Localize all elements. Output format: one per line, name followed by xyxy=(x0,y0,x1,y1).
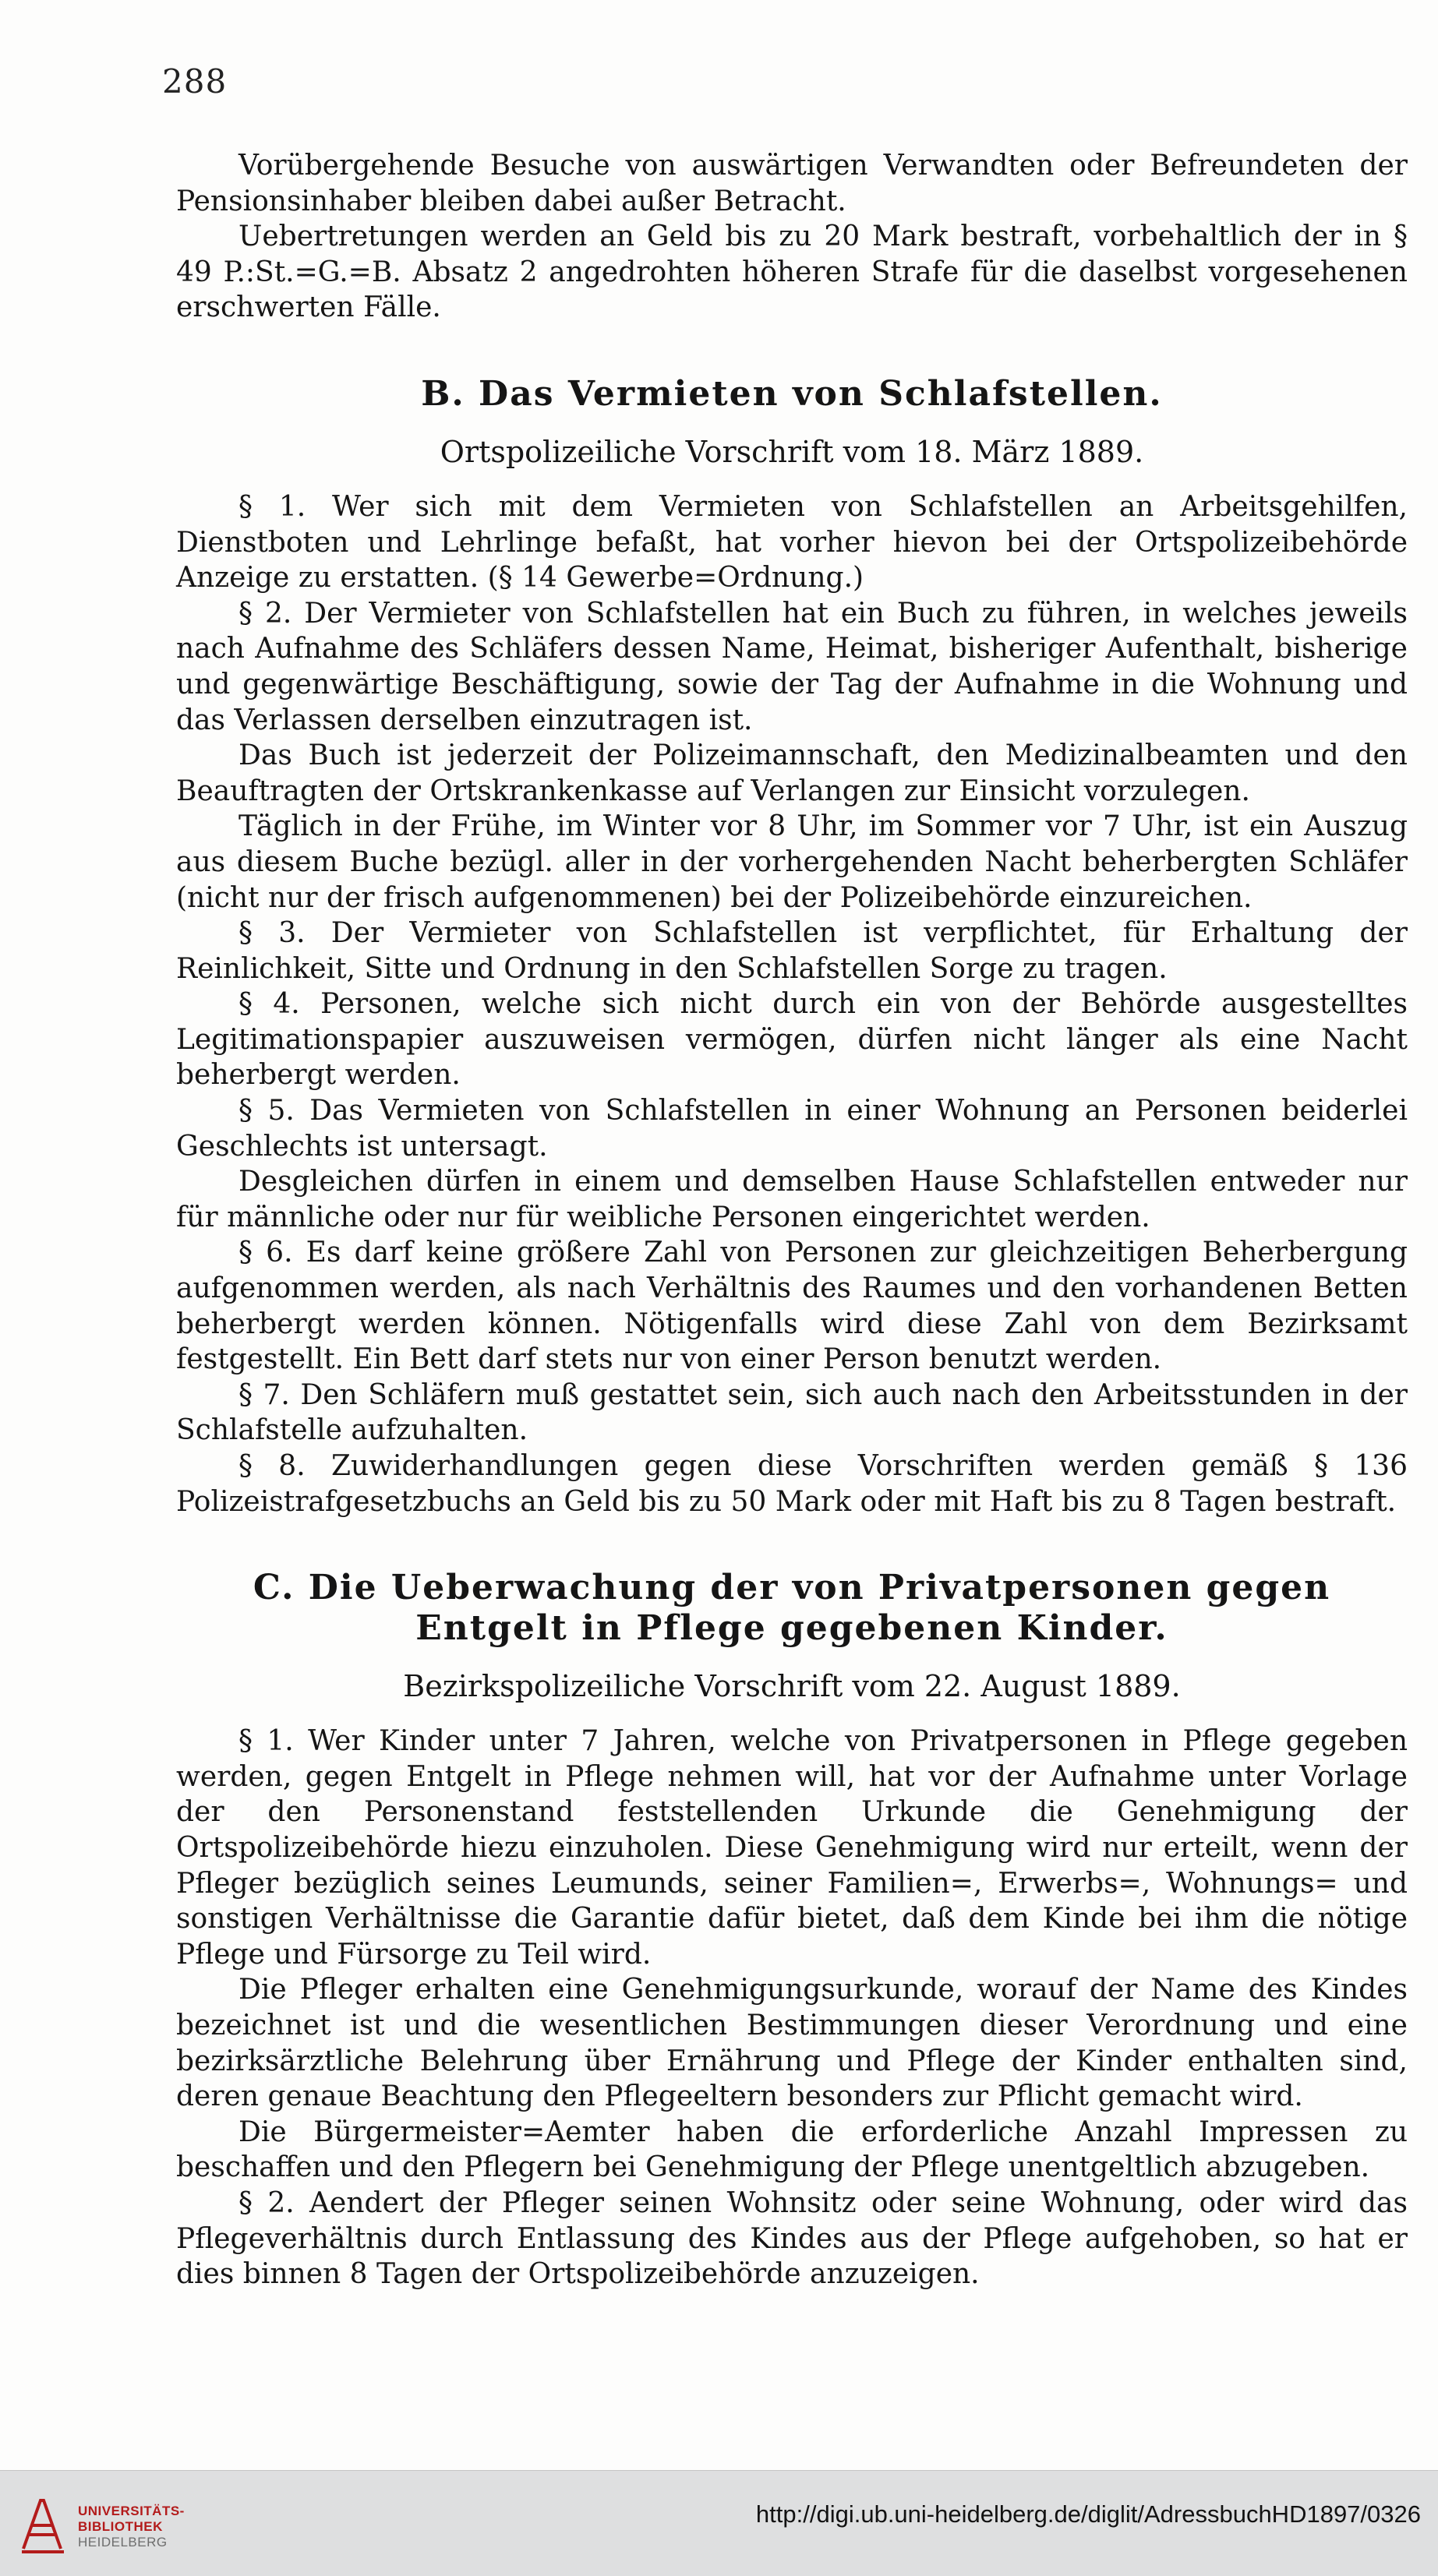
section-c-paragraph: § 2. Aendert der Pfleger seinen Wohnsitz oder seine Wohnung, oder wird das Pflegeverhältnis durch Entlassung des Kindes aus der Pflege aufgehoben, so hat er dies binnen 8 Tagen der Ortspolizeibehörde anzuzeigen. xyxy=(176,2186,1408,2291)
section-b-paragraph: § 3. Der Vermieter von Schlafstellen ist verpflichtet, für Erhaltung der Reinlichkeit, Sitte und Ordnung in den Schlafstellen Sorge zu tragen. xyxy=(176,917,1408,985)
section-b-regulation: Ortspolizeiliche Vorschrift vom 18. März 1889. xyxy=(440,434,1144,469)
section-c-paragraph: Die Pfleger erhalten eine Genehmigungsurkunde, worauf der Name des Kindes bezeichnet ist und die wesentlichen Bestimmungen dieser Verordnung und eine bezirksärztliche Belehrung über Ernährung und Pflege der Kinder enthalten sind, deren genaue Beachtung den Pflegeeltern besonders zur Pflicht gemacht wird. xyxy=(176,1974,1408,2113)
section-b-paragraph: § 1. Wer sich mit dem Vermieten von Schlafstellen an Arbeitsgehilfen, Dienstboten und Lehrlinge befaßt, hat vorher hievon bei der Ortspolizeibehörde Anzeige zu erstatten. (§ 14 Gewerbe=Ordnung.) xyxy=(176,490,1408,595)
permalink-url[interactable]: http://digi.ub.uni-heidelberg.de/diglit/AdressbuchHD1897/0326 xyxy=(755,2500,1421,2528)
section-c-heading: C. Die Ueberwachung der von Privatpersonen gegen Entgelt in Pflege gegebenen Kinder. xyxy=(253,1568,1331,1649)
library-name-line-2: BIBLIOTHEK xyxy=(78,2519,163,2534)
section-b-paragraph: Desgleichen dürfen in einem und demselben Hause Schlafstellen entweder nur für männliche oder nur für weibliche Personen eingerichtet werden. xyxy=(176,1166,1408,1233)
page-content xyxy=(176,148,1408,2292)
section-b-paragraph: Das Buch ist jederzeit der Polizeimannschaft, den Medizinalbeamten und den Beauftragten der Ortskrankenkasse auf Verlangen zur Einsicht vorzulegen. xyxy=(176,739,1408,807)
section-b-paragraph: § 5. Das Vermieten von Schlafstellen in einer Wohnung an Personen beiderlei Geschlechts ist untersagt. xyxy=(176,1095,1408,1163)
section-b-paragraph: § 8. Zuwiderhandlungen gegen diese Vorschriften werden gemäß § 136 Polizeistrafgesetzbuchs an Geld bis zu 50 Mark oder mit Haft bis zu 8 Tagen bestraft. xyxy=(176,1450,1408,1518)
library-name[interactable] xyxy=(78,2504,185,2550)
section-c-regulation: Bezirkspolizeiliche Vorschrift vom 22. August 1889. xyxy=(403,1669,1181,1704)
section-b-heading: B. Das Vermieten von Schlafstellen. xyxy=(421,373,1163,414)
section-b-paragraph: § 7. Den Schläfern muß gestattet sein, sich auch nach den Arbeitsstunden in der Schlafstelle aufzuhalten. xyxy=(176,1378,1408,1447)
section-b-paragraph: § 4. Personen, welche sich nicht durch ein von der Behörde ausgestelltes Legitimationspapier auszuweisen vermögen, dürfen nicht länger als eine Nacht beherbergt werden. xyxy=(176,988,1408,1092)
page-number: 288 xyxy=(162,62,228,101)
section-b-paragraph: Täglich in der Frühe, im Winter vor 8 Uhr, im Sommer vor 7 Uhr, ist ein Auszug aus diesem Buche bezügl. aller in der vorhergehenden Nacht beherbergten Schläfer (nicht nur der frisch aufgenommenen) bei der Polizeibehörde einzureichen. xyxy=(176,810,1408,914)
section-b-paragraph: § 6. Es darf keine größere Zahl von Personen zur gleichzeitigen Beherbergung aufgenommen werden, als nach Verhältnis des Raumes und den vorhandenen Betten beherbergt werden können. Nötigenfalls wird diese Zahl von dem Bezirksamt festgestellt. Ein Bett darf stets nur von einer Person benutzt werden. xyxy=(176,1237,1408,1376)
section-c-paragraph: § 1. Wer Kinder unter 7 Jahren, welche von Privatpersonen in Pflege gegeben werden, gegen Entgelt in Pflege nehmen will, hat vor der Aufnahme unter Vorlage der den Personenstand feststellenden Urkunde die Genehmigung der Ortspolizeibehörde hiezu einzuholen. Diese Genehmigung wird nur erteilt, wenn der Pfleger bezüglich seines Leumunds, seiner Familien=, Erwerbs=, Wohnungs= und sonstigen Verhältnisse die Garantie dafür bietet, daß dem Kinde bei ihm die nötige Pflege und Fürsorge zu Teil wird. xyxy=(176,1725,1408,1971)
library-name-line-1: UNIVERSITÄTS- xyxy=(78,2504,185,2518)
section-c-paragraph: Die Bürgermeister=Aemter haben die erforderliche Anzahl Impressen zu beschaffen und den Pflegern bei Genehmigung der Pflege unentgeltlich abzugeben. xyxy=(176,2115,1408,2184)
intro-paragraph-2: Uebertretungen werden an Geld bis zu 20 Mark bestraft, vorbehaltlich der in § 49 P.:St.=G.=B. Absatz 2 angedrohten höheren Strafe für die daselbst vorgesehenen erschwerten Fälle. xyxy=(176,221,1408,324)
intro-paragraph-1: Vorübergehende Besuche von auswärtigen Verwandten oder Befreundeten der Pensionsinhaber bleiben dabei außer Betracht. xyxy=(176,150,1408,217)
viewer-footer xyxy=(0,2470,1438,2576)
section-b-paragraph: § 2. Der Vermieter von Schlafstellen hat ein Buch zu führen, in welches jeweils nach Aufnahme des Schläfers dessen Name, Heimat, bisheriger Aufenthalt, bisherige und gegenwärtige Beschäftigung, sowie der Tag der Aufnahme in die Wohnung und das Verlassen derselben einzutragen ist. xyxy=(176,597,1408,736)
library-logo-icon[interactable] xyxy=(19,2494,67,2555)
library-name-line-3: HEIDELBERG xyxy=(78,2535,168,2550)
